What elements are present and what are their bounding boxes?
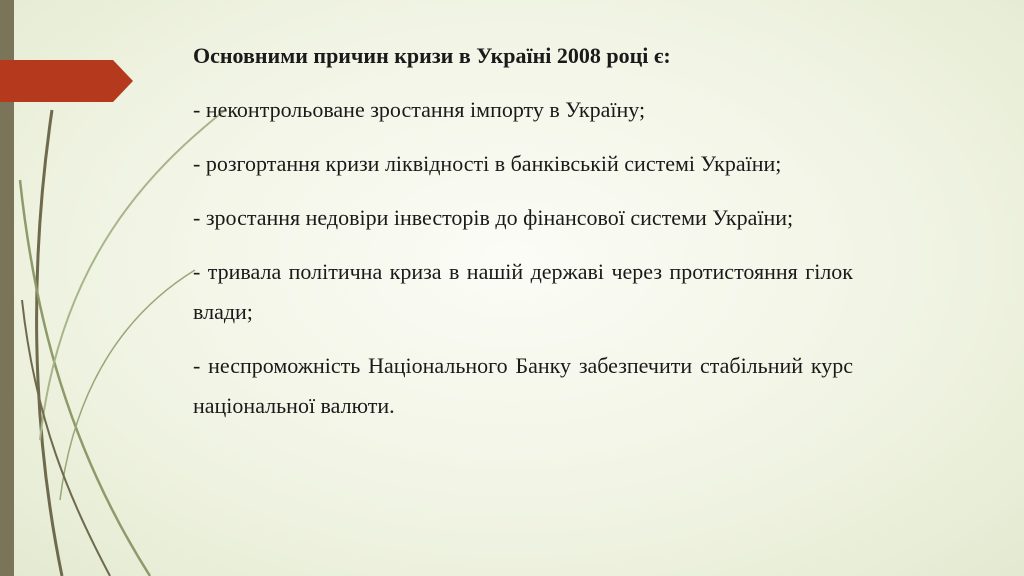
curve-green-3 <box>60 270 195 500</box>
list-item: - тривала політична криза в нашій державі через протистояння гілок влади; <box>193 259 853 324</box>
list-item: - неспроможність Національного Банку забезпечити стабільний курс національної валюти. <box>193 353 853 418</box>
list-item: - неконтрольоване зростання імпорту в Україну; <box>193 97 646 122</box>
list-item: - зростання недовіри інвесторів до фінансової системи України; <box>193 205 794 230</box>
red-arrow-shape <box>0 60 133 102</box>
slide-content <box>193 36 853 440</box>
list-item: - розгортання кризи ліквідності в банківській системі України; <box>193 151 782 176</box>
slide-heading: Основними причин кризи в Україні 2008 році є: <box>193 43 671 68</box>
